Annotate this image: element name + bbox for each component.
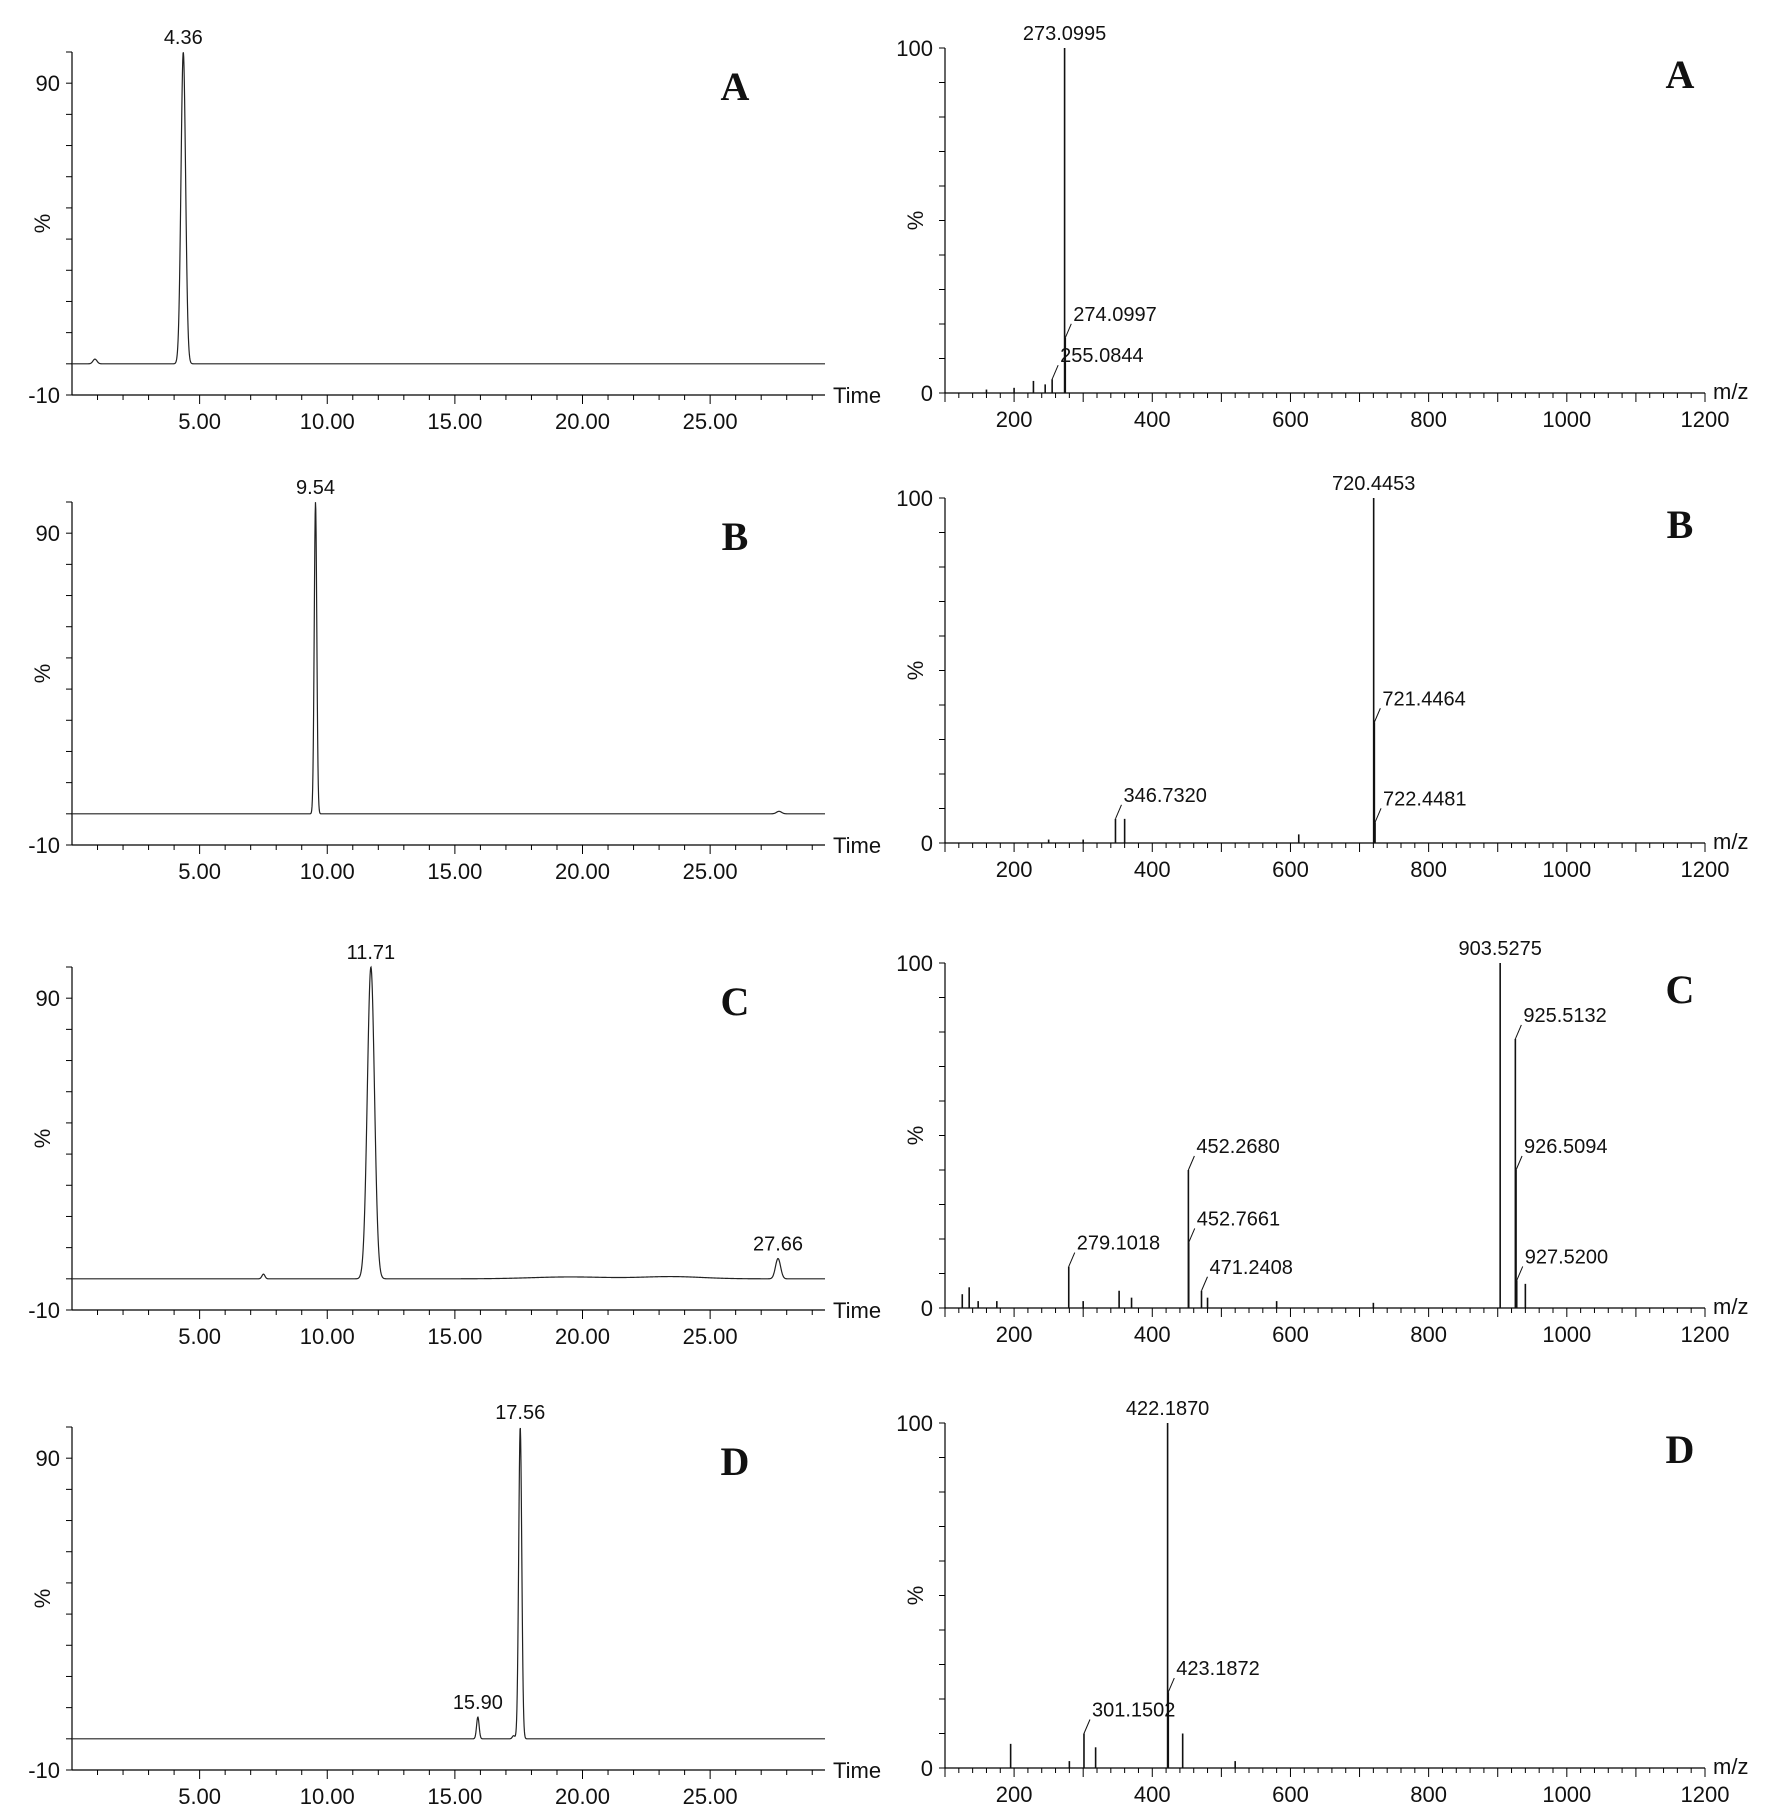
ms-peak-label: 346.7320 <box>1123 784 1207 807</box>
ms-peak-leader <box>1517 1266 1523 1280</box>
spectrum-A <box>896 23 1748 432</box>
ms-peak-label: 720.4453 <box>1331 473 1416 495</box>
ms-peak-leader <box>1065 324 1071 338</box>
y-tick-label: 100 <box>896 36 933 61</box>
ms-peak-label: 903.5275 <box>1458 938 1542 960</box>
peak-label: 17.56 <box>495 1402 546 1424</box>
y-axis-title: % <box>903 1125 928 1146</box>
x-tick-label: 600 <box>1272 407 1309 432</box>
x-tick-label: 1200 <box>1680 1782 1730 1807</box>
peak-label: 11.71 <box>346 942 396 964</box>
chromatogram-D <box>28 1402 881 1809</box>
x-tick-label: 25.00 <box>682 1784 738 1809</box>
y-tick-label: -10 <box>28 1758 60 1783</box>
x-tick-label: 10.00 <box>299 1324 355 1349</box>
chromatogram-trace <box>72 52 825 364</box>
spectrum-C <box>896 938 1748 1347</box>
panel-letter: C <box>720 979 750 1024</box>
ms-peak-label: 452.2680 <box>1196 1136 1280 1158</box>
ms-peak-leader <box>1188 1156 1194 1170</box>
x-tick-label: 5.00 <box>178 859 222 884</box>
peak-label: 4.36 <box>163 27 203 49</box>
x-tick-label: 400 <box>1133 1322 1171 1347</box>
ms-peak-label: 423.1872 <box>1176 1658 1260 1681</box>
ms-peak-label: 927.5200 <box>1524 1246 1609 1269</box>
ms-peak-leader <box>1375 808 1381 822</box>
chromatogram-C <box>28 942 881 1349</box>
x-tick-label: 5.00 <box>178 1784 222 1809</box>
x-tick-label: 200 <box>995 1782 1033 1807</box>
x-tick-label: 200 <box>995 407 1033 432</box>
peak-label: 15.90 <box>452 1691 503 1714</box>
x-tick-label: 20.00 <box>554 859 611 884</box>
x-axis-title: Time <box>833 1298 882 1323</box>
x-tick-label: 10.00 <box>299 1784 355 1809</box>
y-tick-label: -10 <box>28 1298 60 1323</box>
y-axis-title: % <box>903 660 928 681</box>
peak-label: 9.54 <box>296 477 335 499</box>
x-tick-label: 400 <box>1133 1782 1171 1807</box>
x-tick-label: 25.00 <box>682 409 738 434</box>
y-axis-title: % <box>30 1588 55 1609</box>
x-tick-label: 20.00 <box>554 409 611 434</box>
y-tick-label: 100 <box>896 1411 933 1436</box>
x-tick-label: 200 <box>995 1322 1033 1347</box>
x-tick-label: 1000 <box>1542 1322 1592 1347</box>
panel-letter: A <box>1665 52 1695 97</box>
ms-peak-label: 279.1018 <box>1076 1232 1161 1255</box>
ms-peak-label: 274.0997 <box>1073 303 1157 326</box>
x-tick-label: 10.00 <box>299 859 355 884</box>
x-tick-label: 1000 <box>1542 857 1592 882</box>
x-tick-label: 15.00 <box>427 859 483 884</box>
ms-peak-leader <box>1052 365 1058 379</box>
y-tick-label: 90 <box>35 521 60 547</box>
spectrum-D <box>896 1398 1748 1807</box>
ms-peak-leader <box>1201 1277 1207 1291</box>
y-tick-label: -10 <box>28 383 60 408</box>
y-axis-title: % <box>903 1585 928 1606</box>
ms-peak-leader <box>1516 1156 1522 1170</box>
x-axis-title: m/z <box>1713 1294 1749 1319</box>
x-axis-title: Time <box>833 383 882 408</box>
ms-peak-leader <box>1374 708 1380 722</box>
panel-letter: D <box>1665 1427 1695 1472</box>
ms-peak-label: 255.0844 <box>1060 345 1144 368</box>
y-tick-label: 90 <box>35 1446 60 1472</box>
x-tick-label: 1000 <box>1542 1782 1592 1807</box>
ms-peak-leader <box>1168 1678 1174 1692</box>
x-axis-title: m/z <box>1713 379 1749 404</box>
y-axis-title: % <box>30 213 55 234</box>
y-tick-label: 0 <box>920 1756 933 1781</box>
y-axis-title: % <box>30 1128 55 1149</box>
y-tick-label: 0 <box>920 1296 933 1321</box>
y-tick-label: 0 <box>920 831 933 856</box>
ms-peak-label: 301.1502 <box>1091 1699 1176 1722</box>
x-tick-label: 20.00 <box>554 1784 611 1809</box>
panel-letter: B <box>721 514 749 559</box>
x-tick-label: 600 <box>1272 1322 1309 1347</box>
x-tick-label: 600 <box>1272 857 1309 882</box>
ms-peak-label: 925.5132 <box>1523 1004 1607 1027</box>
peak-label: 27.66 <box>753 1233 804 1256</box>
x-axis-title: Time <box>833 833 882 858</box>
ms-peak-label: 273.0995 <box>1022 23 1107 45</box>
x-tick-label: 25.00 <box>682 1324 738 1349</box>
ms-peak-leader <box>1084 1720 1090 1734</box>
y-tick-label: 90 <box>35 71 60 97</box>
y-tick-label: -10 <box>28 833 60 858</box>
x-tick-label: 1200 <box>1680 1322 1730 1347</box>
x-tick-label: 5.00 <box>178 1324 222 1349</box>
ms-peak-leader <box>1069 1253 1075 1267</box>
y-axis-title: % <box>903 210 928 231</box>
chromatogram-A <box>28 27 881 434</box>
chromatogram-B <box>28 477 881 884</box>
ms-peak-label: 926.5094 <box>1524 1136 1608 1158</box>
y-axis-title: % <box>30 663 55 684</box>
x-tick-label: 15.00 <box>427 1784 483 1809</box>
y-tick-label: 90 <box>35 986 60 1012</box>
x-tick-label: 15.00 <box>427 1324 483 1349</box>
ms-peak-label: 722.4481 <box>1383 788 1467 811</box>
x-tick-label: 1200 <box>1680 407 1730 432</box>
x-tick-label: 200 <box>995 857 1033 882</box>
x-tick-label: 400 <box>1133 857 1171 882</box>
x-tick-label: 1200 <box>1680 857 1730 882</box>
ms-peak-label: 471.2408 <box>1209 1256 1293 1279</box>
x-tick-label: 25.00 <box>682 859 738 884</box>
x-tick-label: 800 <box>1410 857 1447 882</box>
spectrum-B <box>896 473 1748 882</box>
ms-peak-leader <box>1115 805 1121 819</box>
ms-peak-label: 452.7661 <box>1196 1208 1281 1231</box>
x-tick-label: 800 <box>1410 1322 1447 1347</box>
x-tick-label: 20.00 <box>554 1324 611 1349</box>
panel-letter: D <box>720 1439 750 1484</box>
x-axis-title: Time <box>833 1758 882 1783</box>
chromatogram-trace <box>72 1428 825 1739</box>
y-tick-label: 100 <box>896 951 933 976</box>
ms-peak-leader <box>1515 1025 1521 1039</box>
x-tick-label: 10.00 <box>299 409 355 434</box>
panel-letter: C <box>1665 967 1695 1012</box>
y-tick-label: 0 <box>920 381 933 406</box>
x-tick-label: 600 <box>1272 1782 1309 1807</box>
chromatogram-trace <box>72 502 825 814</box>
x-tick-label: 15.00 <box>427 409 483 434</box>
x-tick-label: 5.00 <box>178 409 222 434</box>
chromatogram-trace <box>72 967 825 1279</box>
x-axis-title: m/z <box>1713 829 1749 854</box>
ms-peak-leader <box>1189 1228 1195 1242</box>
x-axis-title: m/z <box>1713 1754 1749 1779</box>
x-tick-label: 800 <box>1410 407 1447 432</box>
x-tick-label: 800 <box>1410 1782 1447 1807</box>
y-tick-label: 100 <box>896 486 933 511</box>
x-tick-label: 400 <box>1133 407 1171 432</box>
panel-letter: A <box>720 64 750 109</box>
ms-peak-label: 721.4464 <box>1382 688 1466 711</box>
panel-letter: B <box>1666 502 1694 547</box>
x-tick-label: 1000 <box>1542 407 1592 432</box>
ms-peak-label: 422.1870 <box>1125 1398 1210 1420</box>
